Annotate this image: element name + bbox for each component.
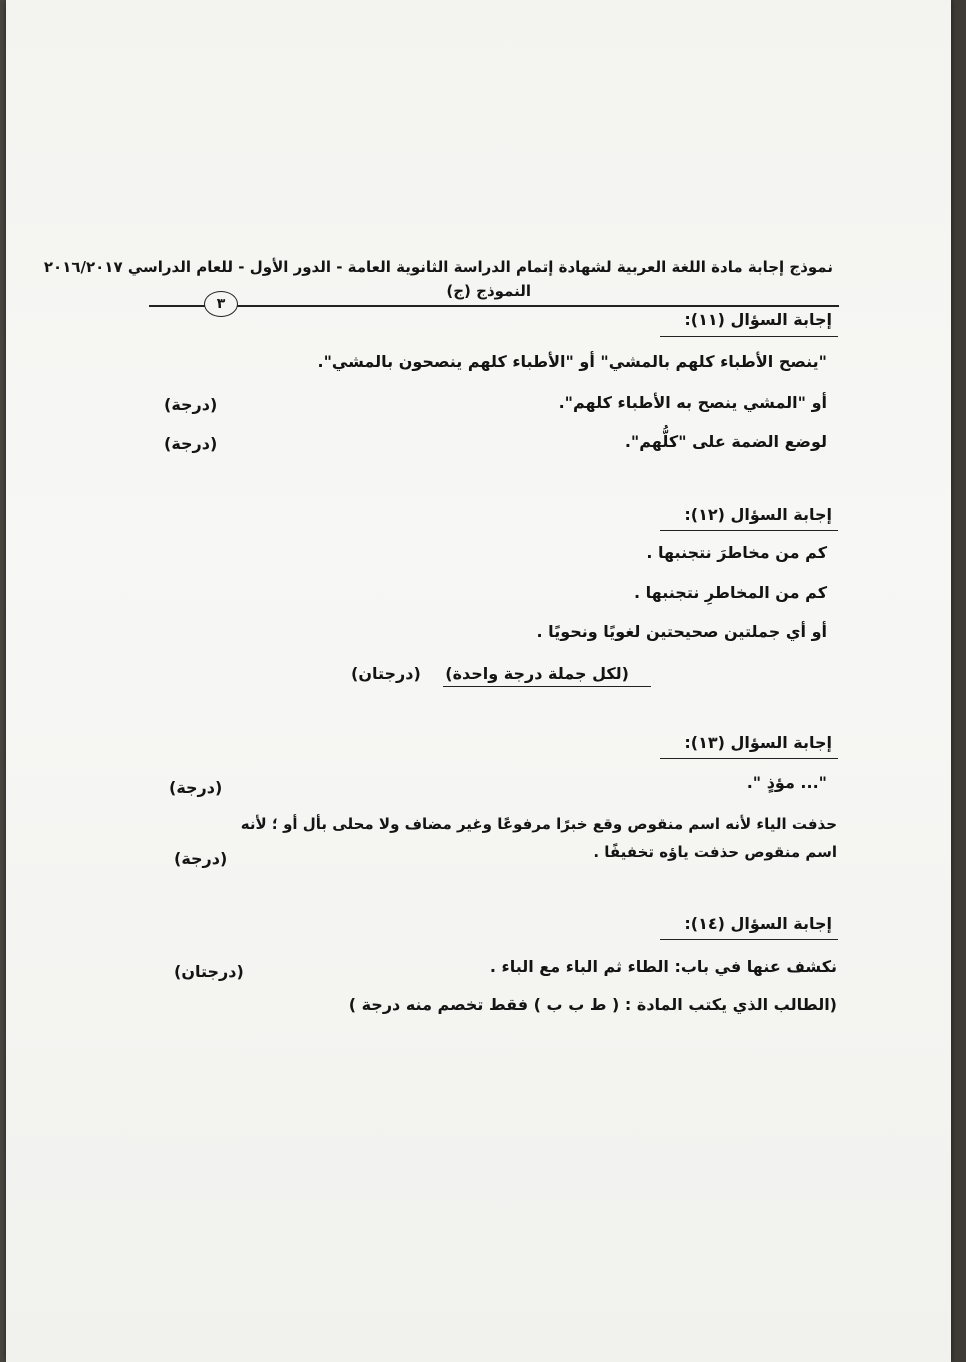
q12-answer-line-2: كم من المخاطرِ نتجنبها .: [634, 583, 827, 602]
q14-heading: إجابة السؤال (١٤):: [684, 914, 832, 933]
q11-answer-line-3: لوضع الضمة على "كلُّهم".: [624, 432, 827, 451]
q12-heading: إجابة السؤال (١٢):: [684, 505, 832, 524]
q13-answer-line-3: اسم منقوص حذفت ياؤه تخفيفًا .: [593, 843, 837, 861]
q12-note-mark: (درجتان): [351, 664, 421, 683]
q14-grading-note: (الطالب الذي يكتب المادة : ( ط ب ب ) فقط تخصم منه درجة ): [348, 995, 837, 1014]
q12-grading-note: (لكل جملة درجة واحدة): [445, 664, 629, 683]
q14-line1-mark: (درجتان): [174, 962, 244, 981]
model-label: النموذج (ج): [446, 282, 531, 300]
q13-heading: إجابة السؤال (١٣):: [684, 733, 832, 752]
document-title: نموذج إجابة مادة اللغة العربية لشهادة إتمام الدراسة الثانوية العامة - الدور الأول - للعام الدراسي ٢٠١٦/٢٠١٧: [43, 258, 833, 276]
q14-heading-underline: [660, 939, 838, 940]
q13-line3-mark: (درجة): [174, 849, 228, 868]
q13-heading-underline: [660, 758, 838, 759]
q13-answer-line-2: حذفت الياء لأنه اسم منقوص وقع خبرًا مرفوعًا وغير مضاف ولا محلى بأل أو ؛ لأنه: [240, 815, 837, 833]
q11-answer-line-1: "ينصح الأطباء كلهم بالمشي" أو "الأطباء كلهم ينصحون بالمشي".: [317, 352, 827, 371]
q11-answer-line-2: أو "المشي ينصح به الأطباء كلهم".: [558, 393, 827, 412]
q12-note-underline: [443, 686, 651, 687]
q11-line2-mark: (درجة): [164, 395, 218, 414]
q12-answer-line-1: كم من مخاطرَ نتجنبها .: [646, 543, 827, 562]
q11-heading: إجابة السؤال (١١):: [684, 310, 832, 329]
q11-line3-mark: (درجة): [164, 434, 218, 453]
q12-heading-underline: [660, 530, 838, 531]
page-number: ٣: [204, 291, 238, 317]
q11-heading-underline: [660, 336, 838, 337]
q14-answer-line-1: نكشف عنها في باب: الطاء ثم الباء مع الباء .: [489, 957, 837, 976]
header-rule: [149, 305, 839, 307]
q13-answer-line-1: "... مؤذٍ ".: [746, 773, 827, 792]
q13-line1-mark: (درجة): [169, 778, 223, 797]
q12-answer-line-3: أو أي جملتين صحيحتين لغويًا ونحويًا .: [536, 622, 827, 641]
answer-key-page: [6, 0, 951, 1362]
